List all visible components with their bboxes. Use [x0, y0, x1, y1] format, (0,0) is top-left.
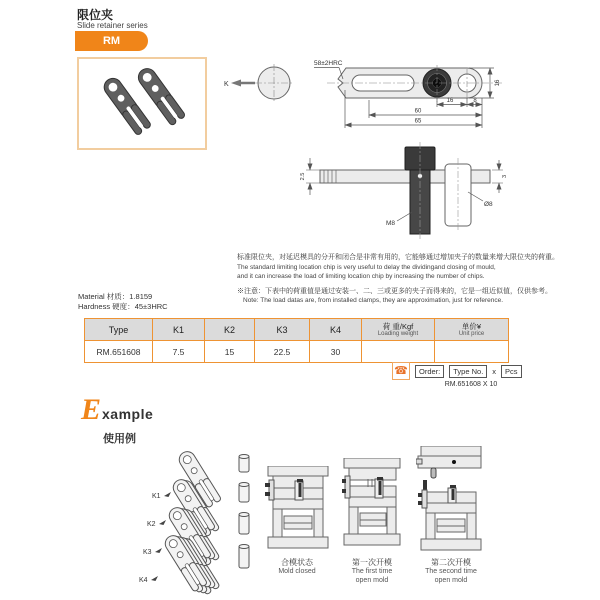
- clip-label-k1: K1: [152, 493, 161, 500]
- pointer-icon: [159, 520, 166, 525]
- col-k3: K3: [255, 319, 310, 341]
- type-no-label: Type No.: [449, 365, 487, 378]
- col-unit-price: 单价¥ Unit price: [435, 319, 509, 341]
- phone-icon: ☎: [394, 364, 408, 377]
- dim-total-length: 65: [414, 118, 422, 125]
- figure-caption-closed: 合模状态 Mold closed: [278, 558, 316, 575]
- cell-k2: 15: [205, 341, 255, 363]
- example-title-rest: xample: [102, 406, 154, 422]
- hardness-label: Hardness 硬度：: [78, 302, 135, 311]
- table-header-row: [85, 319, 509, 341]
- example-title: [81, 393, 154, 426]
- mold-figure-closed: [265, 466, 329, 552]
- col-type: Type: [85, 319, 153, 341]
- mold-figure-second-open: [416, 446, 486, 552]
- figure-caption-second-open: 第二次开模 The second time open mold: [425, 558, 477, 584]
- pin-set: [239, 455, 249, 569]
- edge-clip: [422, 490, 427, 508]
- table-row: [85, 341, 509, 363]
- hardness-callout: 58±2HRC: [314, 60, 343, 67]
- dim-tab: 3: [502, 174, 508, 179]
- screw-label: M8: [386, 220, 396, 227]
- pointer-icon: [155, 548, 162, 553]
- dim-thickness: 2.5: [300, 172, 306, 181]
- cell-type: RM.651608: [85, 341, 153, 363]
- series-badge: RM: [75, 31, 148, 51]
- hardness-value: 45±3HRC: [134, 302, 168, 311]
- cell-k4: 30: [310, 341, 362, 363]
- cell-loading-weight: [362, 341, 435, 363]
- cell-k3: 22.5: [255, 341, 310, 363]
- side-view-drawing: [298, 140, 513, 242]
- view-label: K: [224, 81, 229, 88]
- material-value: 1.8159: [129, 292, 153, 301]
- description-en-line1: The standard limiting location chip is very useful to delay the dividingand closing of mould,: [237, 264, 496, 271]
- page-title: 限位夹: [77, 8, 114, 22]
- example-title-initial: E: [81, 393, 102, 426]
- example-title-cn: 使用例: [103, 433, 136, 445]
- clip-label-k3: K3: [143, 549, 152, 556]
- pin-label: Ø8: [484, 201, 493, 208]
- sample-qty: 10: [489, 381, 498, 388]
- material-label: Material 材质：: [78, 292, 130, 301]
- pointer-icon: [151, 576, 158, 581]
- hanging-pin: [431, 468, 436, 478]
- dim-end-offset: 8: [473, 98, 477, 104]
- top-view-drawing: [222, 50, 512, 145]
- clip-photo-illustration: [81, 61, 203, 146]
- sample-times: X: [482, 381, 488, 388]
- description-cn: 标准限位夹，对延迟模具的分开和闭合是非常有用的，它能够通过增加夹子的数量来增大限位夹的荷重。: [237, 254, 559, 261]
- col-k1: K1: [153, 319, 205, 341]
- mold-figure-first-open: [342, 458, 402, 552]
- figure-caption-first-open: 第一次开模 The first time open mold: [351, 558, 393, 584]
- cell-unit-price: [435, 341, 509, 363]
- phone-box: [392, 362, 410, 380]
- note-en: Note: The load datas are, from installed clamps, they are approximation, just for reference.: [243, 297, 504, 304]
- note-cn: ※注意：下表中的荷重值是通过安装一、二、三或更多的夹子而得来的，它是一组近似值，仅供参考。: [237, 288, 552, 295]
- order-sample: [428, 381, 514, 388]
- view-direction-arrow-icon: [231, 80, 241, 87]
- sample-type: RM.651608: [444, 381, 481, 388]
- col-k4: K4: [310, 319, 362, 341]
- times-label: x: [492, 366, 497, 376]
- col-k2: K2: [205, 319, 255, 341]
- clip-stack-illustration: [92, 450, 267, 600]
- spec-table: [84, 318, 509, 363]
- cell-k1: 7.5: [153, 341, 205, 363]
- clip-label-k4: K4: [139, 577, 148, 584]
- dim-height: 16: [495, 79, 501, 87]
- pcs-label: Pcs: [501, 365, 522, 378]
- order-label: Order:: [415, 365, 444, 378]
- clip-label-k2: K2: [147, 521, 156, 528]
- product-photo: [77, 57, 207, 150]
- dim-inner-length: 60: [414, 108, 422, 115]
- hardness-spec: [78, 301, 168, 312]
- dim-hole-pitch: 16: [446, 98, 454, 104]
- col-loading-weight: 荷 重/Kgf Loading weight: [362, 319, 435, 341]
- pointer-icon: [164, 492, 171, 497]
- description-en-line2: and it can increase the load of limiting location chip by increasing the number of chips.: [237, 273, 485, 280]
- order-instruction: [392, 362, 522, 380]
- page-subtitle: Slide retainer series: [77, 21, 148, 30]
